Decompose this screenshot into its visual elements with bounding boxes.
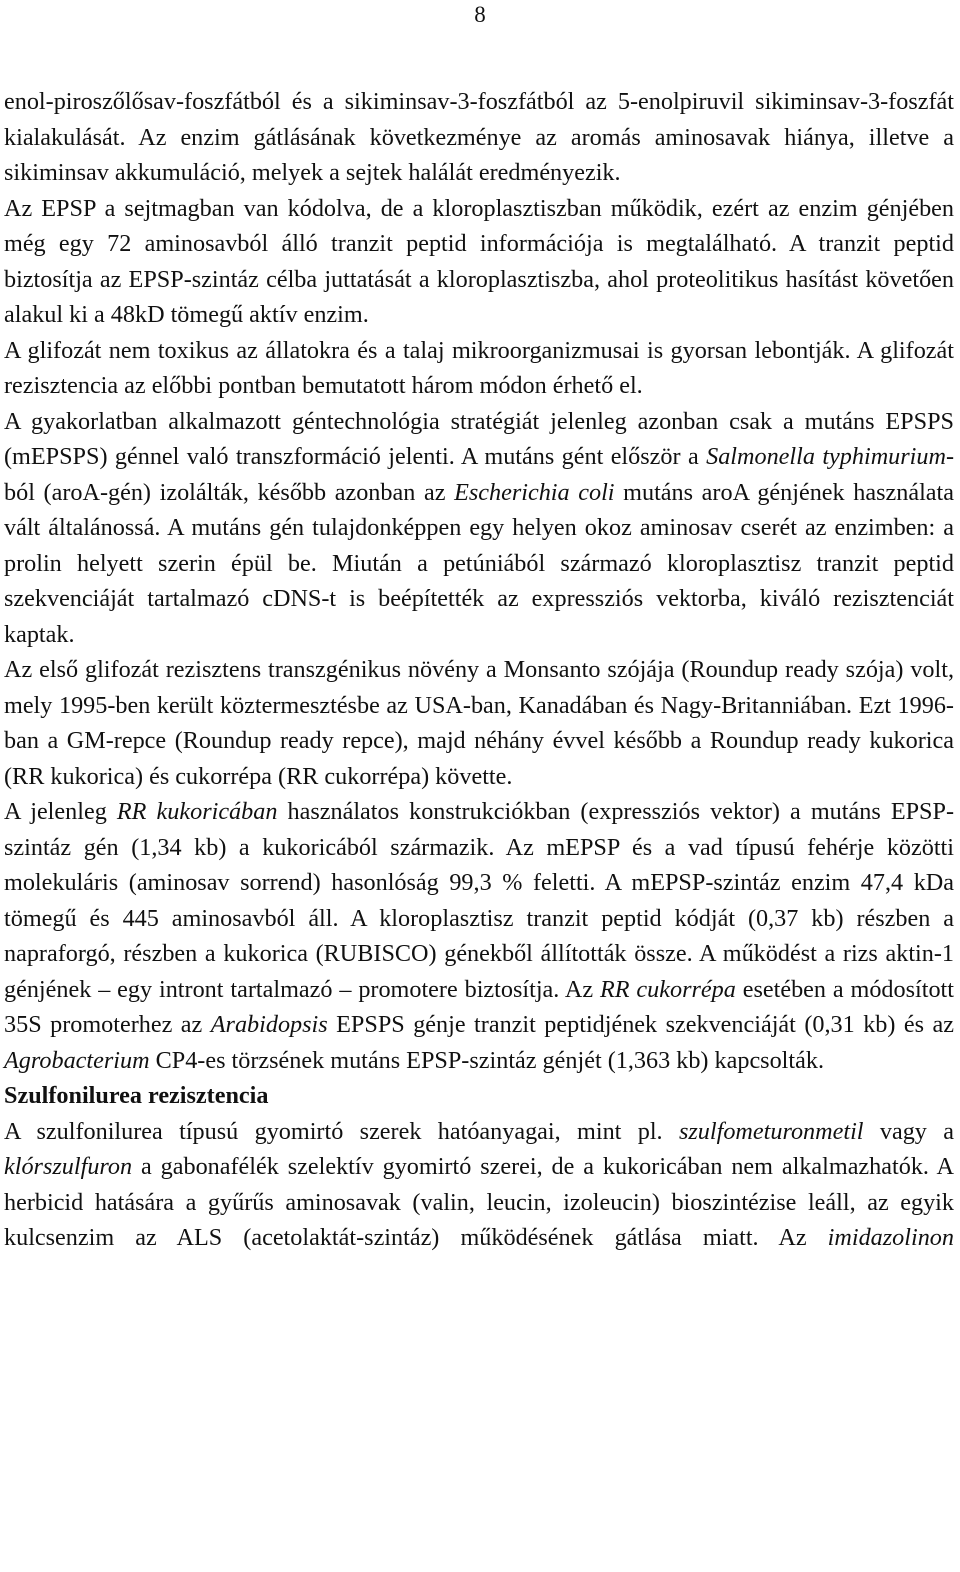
text-run: használatos konstrukciókban (expressziós vektor) a mutáns EPSP-szintáz gén (1,34 kb) a kukoricából származik. Az mEPSP és a vad típusú fehérje közötti molekuláris (aminosav sorrend) hasonlóság 99,3 % feletti. A mEPSP-szintáz enzim 47,4 kDa tömegű és 445 aminosavból áll. A kloroplasztisz tranzit peptid kódját (0,37 kb) részben a napraforgó, részben a kukorica (RUBISCO) génekből állították össze. A működést a rizs aktin-1 génjének – egy intront tartalmazó – promotere biztosítja. Az — [4, 798, 955, 1003]
text-run: mutáns aroA génjének használata vált általánossá. A mutáns gén tulajdonképpen egy helyen okoz aminosav cserét az enzimben: a prolin helyett szerin épül be. Miután a petúniából származó kloroplasztisz tranzit peptid szekvenciáját tartalmazó cDNS-t is beépítették az expressziós vektorba, kiváló rezisztenciát kaptak. — [4, 478, 954, 648]
paragraph-rr-constructs — [4, 794, 954, 1078]
paragraph-epsp-transit-peptide: Az EPSP a sejtmagban van kódolva, de a kloroplasztiszban működik, ezért az enzim génjében még egy 72 aminosavból álló tranzit peptid információja is megtalálható. A tranzit peptid biztosítja az EPSP-szintáz célba juttatását a kloroplasztiszba, ahol proteolitikus hasítást követően alakul ki a 48kD tömegű aktív enzim. — [4, 194, 954, 328]
text-run: A jelenleg — [4, 798, 117, 825]
term-rr-cukorrepa: RR cukorrépa — [599, 975, 736, 1003]
text-run: vagy a — [863, 1117, 954, 1145]
page-number: 8 — [474, 2, 486, 27]
paragraph-glyphosate-toxicity: A glifozát nem toxikus az állatokra és a talaj mikroorganizmusai is gyorsan lebontják. A glifozát rezisztencia az előbbi pontban bemutatott három módon érhető el. — [4, 336, 954, 399]
term-szulfometuronmetil: szulfometuronmetil — [678, 1117, 864, 1145]
term-rr-kukorica: RR kukoricában — [116, 798, 278, 825]
text-run: a gabonafélék szelektív gyomirtó szerei, de a kukoricában nem alkalmazhatók. A herbicid hatására a gyűrűs aminosavak (valin, leucin, izoleucin) bioszintézise leáll, az egyik kulcsenzim az ALS (acetolaktát-szintáz) működésének gátlása miatt. Az — [4, 1153, 954, 1251]
section-heading: Szulfonilurea rezisztencia — [4, 1082, 269, 1109]
paragraph-mechanism: enol-piroszőlősav-foszfátból és a sikiminsav-3-foszfátból az 5-enolpiruvil sikiminsav-3-foszfát kialakulását. Az enzim gátlásának következménye az aromás aminosavak hiánya, illetve a sikiminsav akkumuláció, melyek a sejtek halálát eredményezik. — [4, 88, 954, 186]
text-run: esetében a módosított 35S promoterhez az — [4, 975, 954, 1038]
species-arabidopsis: Arabidopsis — [210, 1011, 328, 1038]
term-klorszulfuron: klórszulfuron — [4, 1153, 133, 1180]
species-agrobacterium: Agrobacterium — [4, 1046, 150, 1074]
term-imidazolinon: imidazolinon — [827, 1224, 954, 1251]
paragraph-sulfonylurea — [4, 1114, 954, 1256]
paragraph-mutant-epsps — [4, 404, 954, 653]
text-run: EPSPS génje tranzit peptidjének szekvenciáját (0,31 kb) és az — [327, 1011, 954, 1038]
species-salmonella: Salmonella typhimurium — [706, 443, 946, 470]
text-run: A gyakorlatban alkalmazott géntechnológia stratégiát jelenleg azonban csak a mutáns EPSPS (mEPSPS) génnel való transzformáció jelenti. A mutáns gént először a — [4, 407, 954, 470]
species-escherichia: Escherichia coli — [454, 478, 615, 506]
text-run: -ból (aroA-gén) izolálták, később azonban az — [4, 443, 955, 506]
page-content — [4, 84, 954, 1256]
text-run: CP4-es törzsének mutáns EPSP-szintáz génjét (1,363 kb) kapcsolták. — [149, 1046, 825, 1074]
text-run: A szulfonilurea típusú gyomirtó szerek hatóanyagai, mint pl. — [4, 1117, 679, 1145]
paragraph-roundup-ready: Az első glifozát rezisztens transzgénikus növény a Monsanto szójája (Roundup ready szója) volt, mely 1995-ben került köztermesztésbe az USA-ban, Kanadában és Nagy-Britanniában. Ezt 1996-ban a GM-repce (Roundup ready repce), majd néhány évvel később a Roundup ready kukorica (RR kukorica) és cukorrépa (RR cukorrépa) követte. — [4, 656, 954, 790]
